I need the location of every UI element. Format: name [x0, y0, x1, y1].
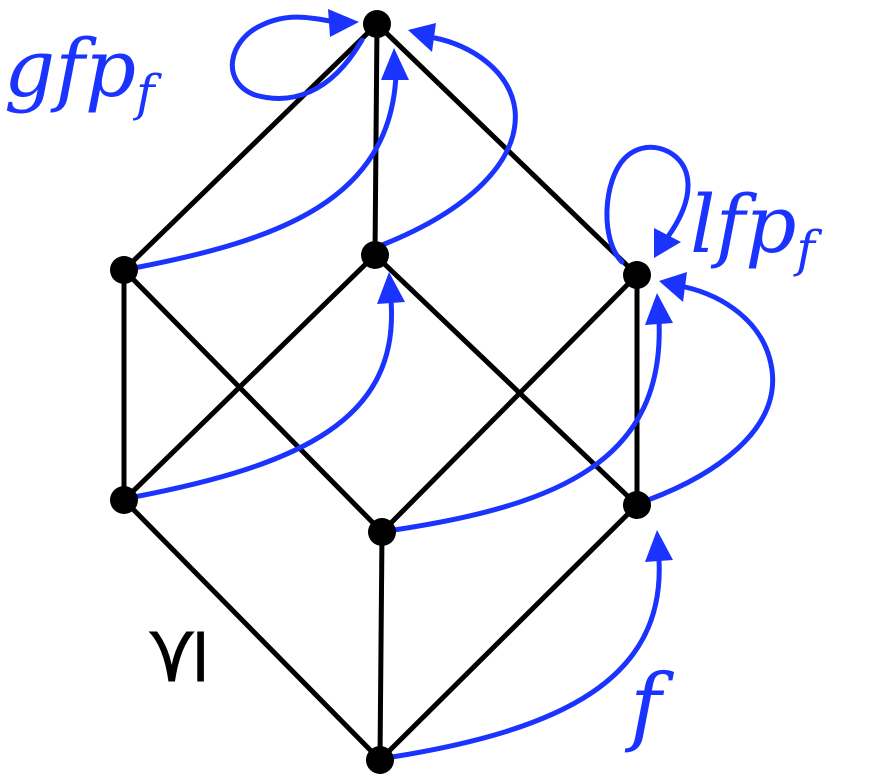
gfp-label: gfpf — [4, 22, 162, 122]
node-upper-right — [623, 261, 651, 289]
node-lower-left — [110, 486, 138, 514]
arrowhead-bottom-to-lowright — [645, 530, 673, 562]
node-lower-right — [623, 491, 651, 519]
edge-upcenter-lowleft — [124, 255, 375, 500]
arrow-center-to-upright — [394, 320, 659, 530]
edge-lowright-bottom — [380, 505, 637, 760]
arrow-bottom-to-lowright — [392, 560, 659, 757]
gfp-subscript: f — [136, 64, 155, 122]
arrowhead-gfp-selfloop — [328, 9, 359, 37]
lfp-label: lfpf — [690, 178, 822, 278]
node-bottom — [366, 746, 394, 774]
lfp-subscript: f — [796, 220, 815, 278]
arrow-upleft-to-top — [134, 75, 396, 268]
node-center — [368, 518, 396, 546]
edge-center-bottom — [380, 532, 382, 760]
node-upper-left — [110, 256, 138, 284]
arrowhead-lowright-to-upright — [659, 272, 687, 302]
node-upper-center — [361, 241, 389, 269]
order-relation-symbol: ⪯ — [128, 622, 221, 690]
edge-top-left — [124, 24, 377, 270]
function-label: f — [630, 657, 662, 756]
arrow-lowleft-to-upcenter — [134, 300, 392, 497]
arrowhead-center-to-upright — [645, 293, 673, 325]
edge-top-center — [375, 24, 377, 255]
edge-upright-center — [382, 275, 637, 532]
function-arrows — [134, 9, 773, 757]
edge-upcenter-lowright — [375, 255, 637, 505]
arrowhead-lfp-selfloop — [654, 228, 681, 258]
arrowhead-upcenter-to-top — [408, 23, 436, 52]
node-top — [363, 10, 391, 38]
